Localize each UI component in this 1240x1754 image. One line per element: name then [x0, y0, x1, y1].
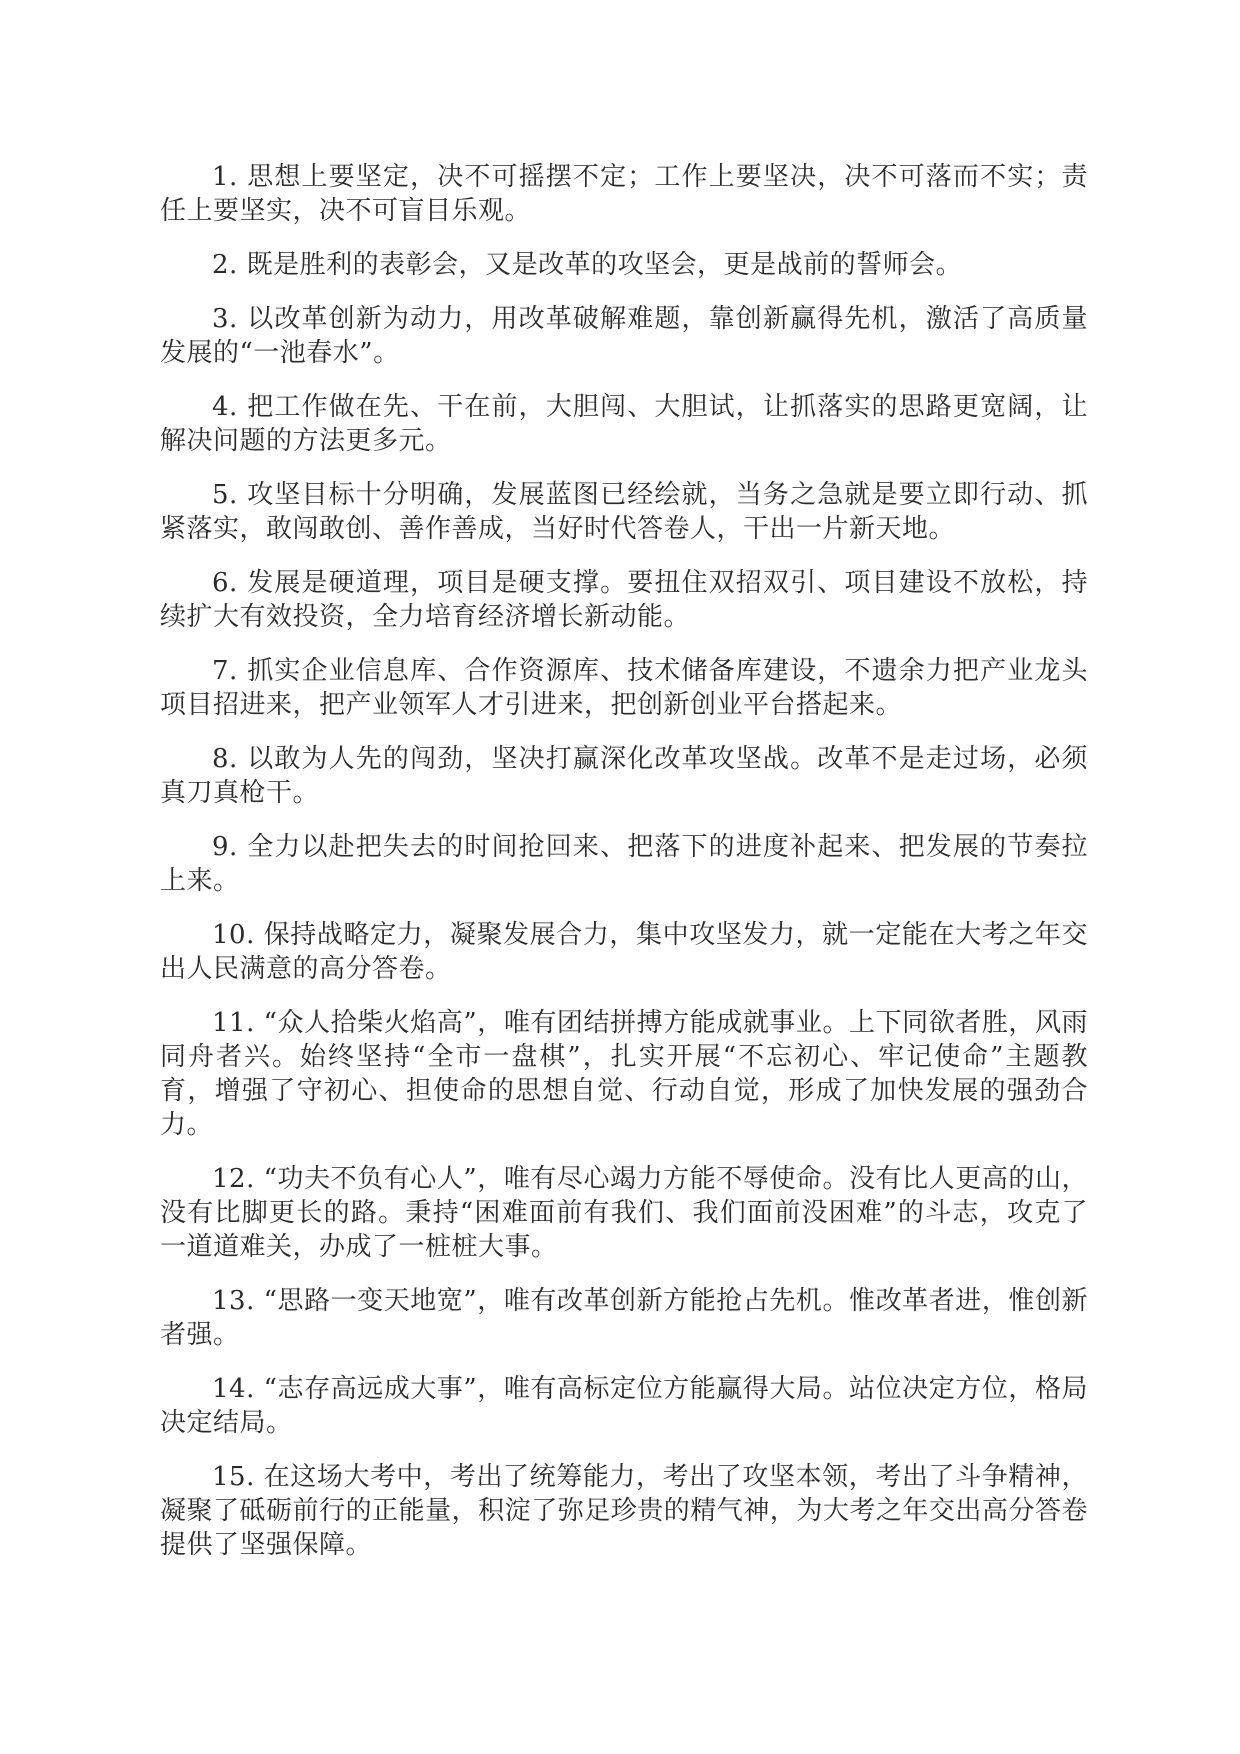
- list-item: 1. 思想上要坚定，决不可摇摆不定；工作上要坚决，决不可落而不实；责任上要坚实，决不可盲目乐观。: [160, 162, 1088, 226]
- list-item: 11. “众人拾柴火焰高”，唯有团结拼搏方能成就事业。上下同欲者胜，风雨同舟者兴。始终坚持“全市一盘棋”，扎实开展“不忘初心、牢记使命”主题教育，增强了守初心、担使命的思想自觉、行动自觉，形成了加快发展的强劲合力。: [160, 1008, 1088, 1140]
- list-item: 3. 以改革创新为动力，用改革破解难题，靠创新赢得先机，激活了高质量发展的“一池春水”。: [160, 304, 1088, 368]
- list-item: 12. “功夫不负有心人”，唯有尽心竭力方能不辱使命。没有比人更高的山，没有比脚更长的路。秉持“困难面前有我们、我们面前没困难”的斗志，攻克了一道道难关，办成了一桩桩大事。: [160, 1164, 1088, 1262]
- list-item: 6. 发展是硬道理，项目是硬支撑。要扭住双招双引、项目建设不放松，持续扩大有效投资，全力培育经济增长新动能。: [160, 568, 1088, 632]
- list-item: 7. 抓实企业信息库、合作资源库、技术储备库建设，不遗余力把产业龙头项目招进来，把产业领军人才引进来，把创新创业平台搭起来。: [160, 656, 1088, 720]
- list-item: 13. “思路一变天地宽”，唯有改革创新方能抢占先机。惟改革者进，惟创新者强。: [160, 1286, 1088, 1350]
- list-item: 15. 在这场大考中，考出了统筹能力，考出了攻坚本领，考出了斗争精神，凝聚了砥砺前行的正能量，积淀了弥足珍贵的精气神，为大考之年交出高分答卷提供了坚强保障。: [160, 1462, 1088, 1560]
- document-page: [160, 160, 1088, 1582]
- list-item: 5. 攻坚目标十分明确，发展蓝图已经绘就，当务之急就是要立即行动、抓紧落实，敢闯敢创、善作善成，当好时代答卷人，干出一片新天地。: [160, 480, 1088, 544]
- list-item: 8. 以敢为人先的闯劲，坚决打赢深化改革攻坚战。改革不是走过场，必须真刀真枪干。: [160, 744, 1088, 808]
- list-item: 2. 既是胜利的表彰会，又是改革的攻坚会，更是战前的誓师会。: [212, 250, 963, 280]
- list-item: 14. “志存高远成大事”，唯有高标定位方能赢得大局。站位决定方位，格局决定结局。: [160, 1374, 1088, 1438]
- list-item: 10. 保持战略定力，凝聚发展合力，集中攻坚发力，就一定能在大考之年交出人民满意的高分答卷。: [160, 920, 1088, 984]
- list-item: 9. 全力以赴把失去的时间抢回来、把落下的进度补起来、把发展的节奏拉上来。: [160, 832, 1088, 896]
- list-item: 4. 把工作做在先、干在前，大胆闯、大胆试，让抓落实的思路更宽阔，让解决问题的方法更多元。: [160, 392, 1088, 456]
